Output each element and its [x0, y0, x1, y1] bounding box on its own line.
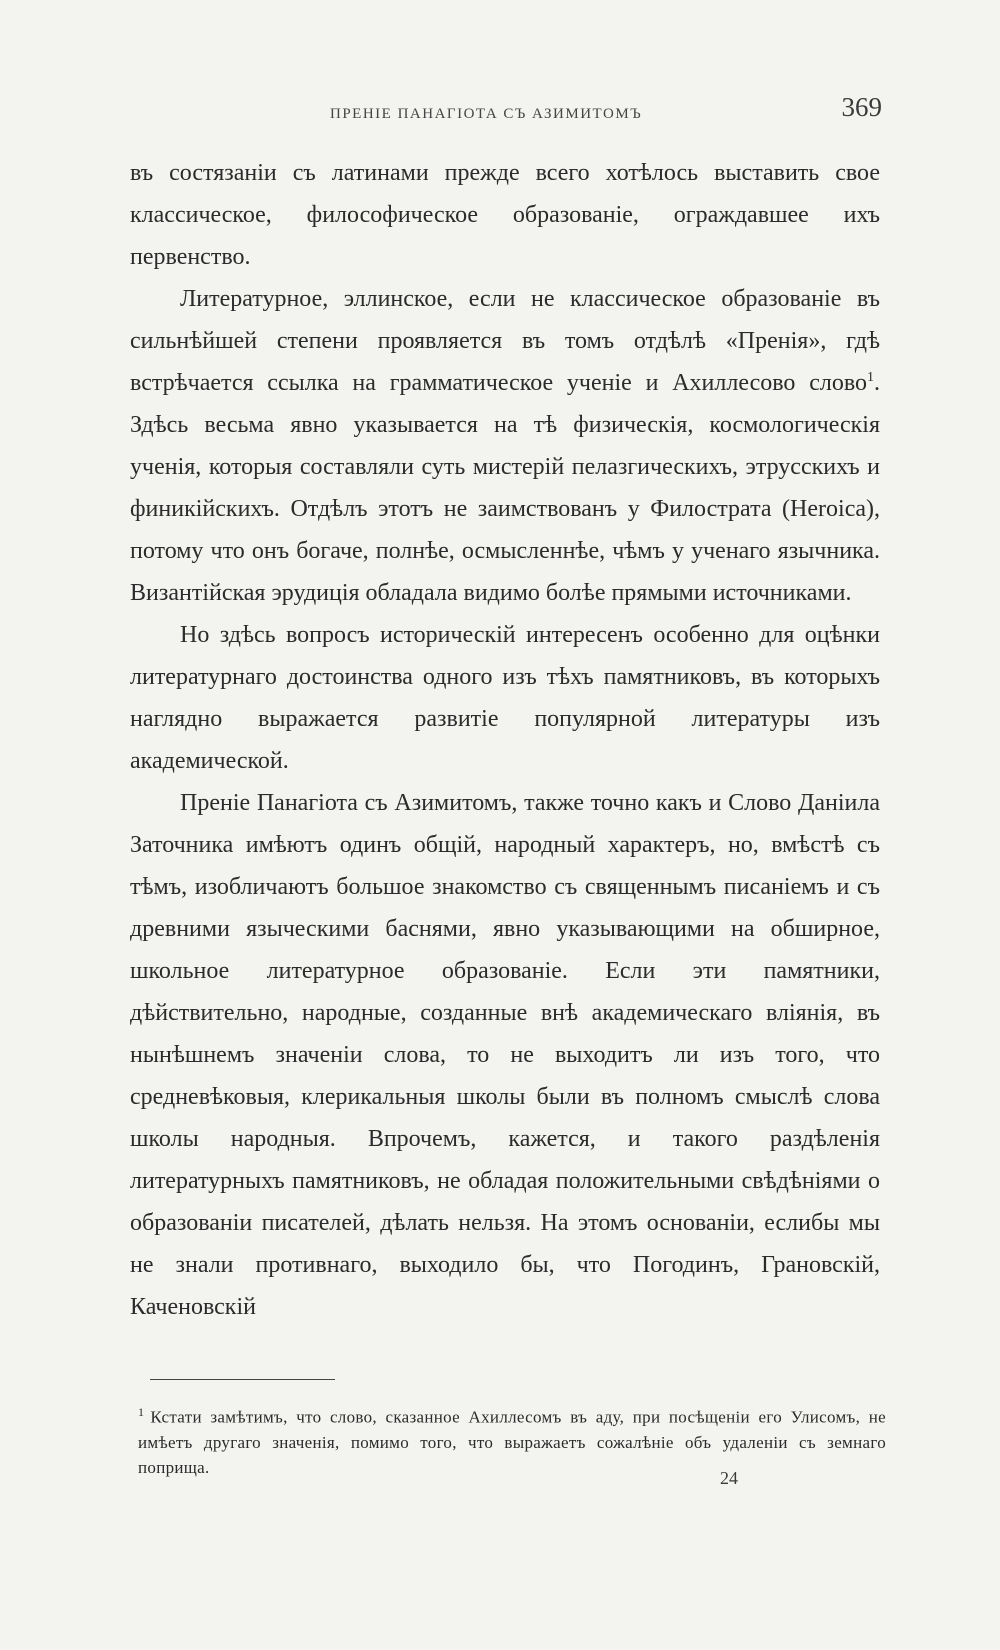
paragraph-3: Но здѣсь вопросъ историческій интересенъ особенно для оцѣнки литературнаго достоинства одного изъ тѣхъ памятниковъ, въ которыхъ наглядно выражается развитіе популярной литературы изъ академической. [130, 622, 880, 774]
paragraph-2-part-1: Литературное, эллинское, если не классическое образованіе въ сильнѣйшей степени проявляется въ томъ отдѣлѣ «Пренія», гдѣ встрѣчается ссылка на грамматическое ученіе и Ахиллесово слово [130, 286, 880, 396]
footnote-reference: 1 [867, 370, 874, 385]
main-text [130, 152, 880, 1328]
footnote [138, 1400, 886, 1480]
paragraph-2-part-2: . Здѣсь весьма явно указывается на тѣ физическія, космологическія ученія, которыя составляли суть мистерій пелазгическихъ, этрусскихъ и финикійскихъ. Отдѣлъ этотъ не заимствованъ у Филострата (Heroica), потому что онъ богаче, полнѣе, осмысленнѣе, чѣмъ у ученаго язычника. Византійская эрудиція обладала видимо болѣе прямыми источниками. [130, 370, 880, 606]
running-title: ПРЕНІЕ ПАНАГІОТА СЪ АЗИМИТОМЪ [330, 106, 643, 122]
paragraph-2 [130, 278, 880, 614]
footnote-marker: 1 [138, 1405, 145, 1419]
page-header [130, 92, 890, 132]
paragraph-1: въ состязаніи съ латинами прежде всего хотѣлось выставить свое классическое, философическое образованіе, ограждавшее ихъ первенство. [130, 160, 880, 270]
signature-mark: 24 [720, 1468, 738, 1488]
footnote-divider [150, 1379, 335, 1380]
footnote-text: Кстати замѣтимъ, что слово, сказанное Ахиллесомъ въ аду, при посѣщеніи его Улисомъ, не имѣетъ другаго значенія, помимо того, что выражаетъ сожалѣніе объ удаленіи съ земнаго поприща. [138, 1407, 886, 1477]
paragraph-4: Преніе Панагіота съ Азимитомъ, также точно какъ и Слово Даніила Заточника имѣютъ одинъ общій, народный характеръ, но, вмѣстѣ съ тѣмъ, изобличаютъ большое знакомство съ священнымъ писаніемъ и съ древними языческими баснями, явно указывающими на обширное, школьное литературное образованіе. Если эти памятники, дѣйствительно, народные, созданные внѣ академическаго вліянія, въ нынѣшнемъ значеніи слова, то не выходитъ ли изъ того, что средневѣковыя, клерикальныя школы были въ полномъ смыслѣ слова школы народныя. Впрочемъ, кажется, и такого раздѣленія литературныхъ памятниковъ, не обладая положительными свѣдѣніями о образованіи писателей, дѣлать нельзя. На этомъ основаніи, еслибы мы не знали противнаго, выходило бы, что Погодинъ, Грановскій, Каченовскій [130, 790, 880, 1320]
page-number: 369 [841, 92, 882, 122]
